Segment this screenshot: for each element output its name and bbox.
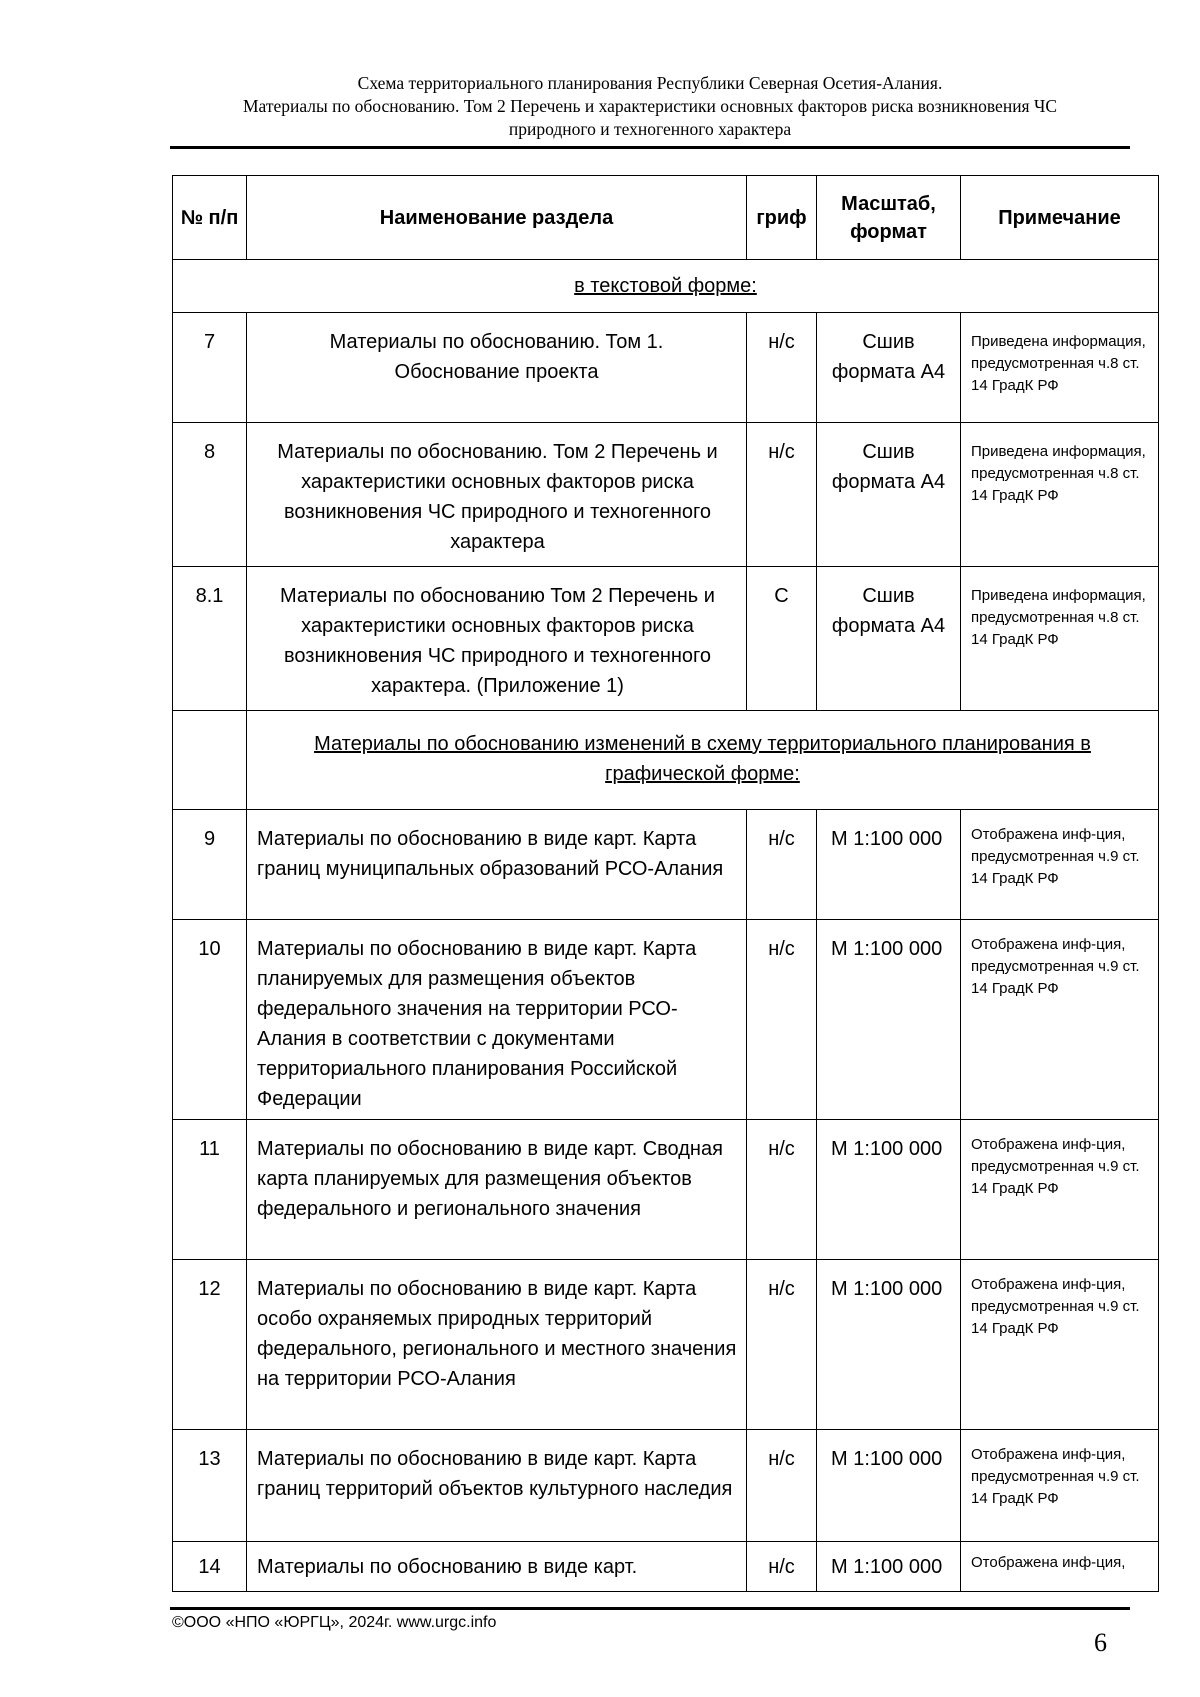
header-line-3: природного и техногенного характера — [508, 119, 792, 139]
row-number: 11 — [173, 1120, 247, 1260]
row-number: 14 — [173, 1542, 247, 1592]
table-row — [173, 423, 1159, 567]
row-note: Приведена информация, предусмотренная ч.8 ст. 14 ГрадК РФ — [961, 313, 1159, 423]
header-rule — [170, 146, 1130, 149]
row-note: Приведена информация, предусмотренная ч.8 ст. 14 ГрадК РФ — [961, 423, 1159, 567]
section-row-graphic — [173, 711, 1159, 810]
row-grif: н/с — [747, 920, 817, 1120]
row-scale: Сшив формата А4 — [817, 567, 961, 711]
row-grif: н/с — [747, 1260, 817, 1430]
row-name: Материалы по обоснованию в виде карт. — [247, 1542, 747, 1592]
table-row — [173, 567, 1159, 711]
col-header-name: Наименование раздела — [247, 176, 747, 260]
row-name: Материалы по обоснованию. Том 2 Перечень и характеристики основных факторов риска возникновения ЧС природного и техногенного характера — [247, 423, 747, 567]
row-grif: н/с — [747, 313, 817, 423]
col-header-scale: Масштаб, формат — [817, 176, 961, 260]
table-row — [173, 810, 1159, 920]
row-note: Отображена инф-ция, предусмотренная ч.9 ст. 14 ГрадК РФ — [961, 1260, 1159, 1430]
row-scale: М 1:100 000 — [817, 1260, 961, 1430]
row-number: 7 — [173, 313, 247, 423]
row-number: 8.1 — [173, 567, 247, 711]
row-scale: М 1:100 000 — [817, 920, 961, 1120]
row-scale: М 1:100 000 — [817, 1120, 961, 1260]
row-note: Отображена инф-ция, предусмотренная ч.9 ст. 14 ГрадК РФ — [961, 1120, 1159, 1260]
row-scale: Сшив формата А4 — [817, 423, 961, 567]
row-name: Материалы по обоснованию в виде карт. Карта границ муниципальных образований РСО-Алания — [247, 810, 747, 920]
row-grif: С — [747, 567, 817, 711]
row-number: 12 — [173, 1260, 247, 1430]
row-note: Отображена инф-ция, — [961, 1542, 1159, 1592]
row-note: Отображена инф-ция, предусмотренная ч.9 ст. 14 ГрадК РФ — [961, 920, 1159, 1120]
row-number: 9 — [173, 810, 247, 920]
row-note: Отображена инф-ция, предусмотренная ч.9 ст. 14 ГрадК РФ — [961, 810, 1159, 920]
section-row-text — [173, 260, 1159, 313]
row-grif: н/с — [747, 1542, 817, 1592]
row-grif: н/с — [747, 1430, 817, 1542]
table-row — [173, 313, 1159, 423]
section-empty-cell — [173, 711, 247, 810]
row-scale: М 1:100 000 — [817, 1542, 961, 1592]
row-note: Приведена информация, предусмотренная ч.8 ст. 14 ГрадК РФ — [961, 567, 1159, 711]
header-line-2: Материалы по обоснованию. Том 2 Перечень и характеристики основных факторов риска возникновения ЧС — [242, 96, 1058, 116]
col-header-grif: гриф — [747, 176, 817, 260]
row-name: Материалы по обоснованию в виде карт. Карта особо охраняемых природных территорий федерального, регионального и местного значения на территории РСО-Алания — [247, 1260, 747, 1430]
footer-rule — [170, 1607, 1130, 1610]
table-row — [173, 1430, 1159, 1542]
table-row — [173, 1120, 1159, 1260]
row-grif: н/с — [747, 423, 817, 567]
row-name: Материалы по обоснованию. Том 1. Обоснование проекта — [247, 313, 747, 423]
header-line-1: Схема территориального планирования Республики Северная Осетия-Алания. — [357, 73, 943, 93]
table-row — [173, 1260, 1159, 1430]
row-grif: н/с — [747, 1120, 817, 1260]
section-title-text: в текстовой форме: — [574, 275, 757, 297]
row-number: 10 — [173, 920, 247, 1120]
row-name: Материалы по обоснованию Том 2 Перечень и характеристики основных факторов риска возникновения ЧС природного и техногенного характера. (Приложение 1) — [247, 567, 747, 711]
row-scale: М 1:100 000 — [817, 1430, 961, 1542]
row-name: Материалы по обоснованию в виде карт. Сводная карта планируемых для размещения объектов федерального и регионального значения — [247, 1120, 747, 1260]
table-row — [173, 1542, 1159, 1592]
documents-table — [172, 175, 1159, 1592]
row-scale: М 1:100 000 — [817, 810, 961, 920]
col-header-note: Примечание — [961, 176, 1159, 260]
row-name: Материалы по обоснованию в виде карт. Карта планируемых для размещения объектов федерального значения на территории РСО-Алания в соответствии с документами территориального планирования Российской Федерации — [247, 920, 747, 1120]
footer-copyright: ©ООО «НПО «ЮРГЦ», 2024г. www.urgc.info — [172, 1614, 497, 1631]
row-note: Отображена инф-ция, предусмотренная ч.9 ст. 14 ГрадК РФ — [961, 1430, 1159, 1542]
table-header-row — [173, 176, 1159, 260]
table-row — [173, 920, 1159, 1120]
row-number: 13 — [173, 1430, 247, 1542]
row-grif: н/с — [747, 810, 817, 920]
col-header-number: № п/п — [173, 176, 247, 260]
row-number: 8 — [173, 423, 247, 567]
document-header — [170, 72, 1130, 141]
page-number: 6 — [1094, 1628, 1107, 1657]
section-title-graphic: Материалы по обоснованию изменений в схему территориального планирования в графической форме: — [314, 733, 1091, 785]
row-scale: Сшив формата А4 — [817, 313, 961, 423]
row-name: Материалы по обоснованию в виде карт. Карта границ территорий объектов культурного наследия — [247, 1430, 747, 1542]
